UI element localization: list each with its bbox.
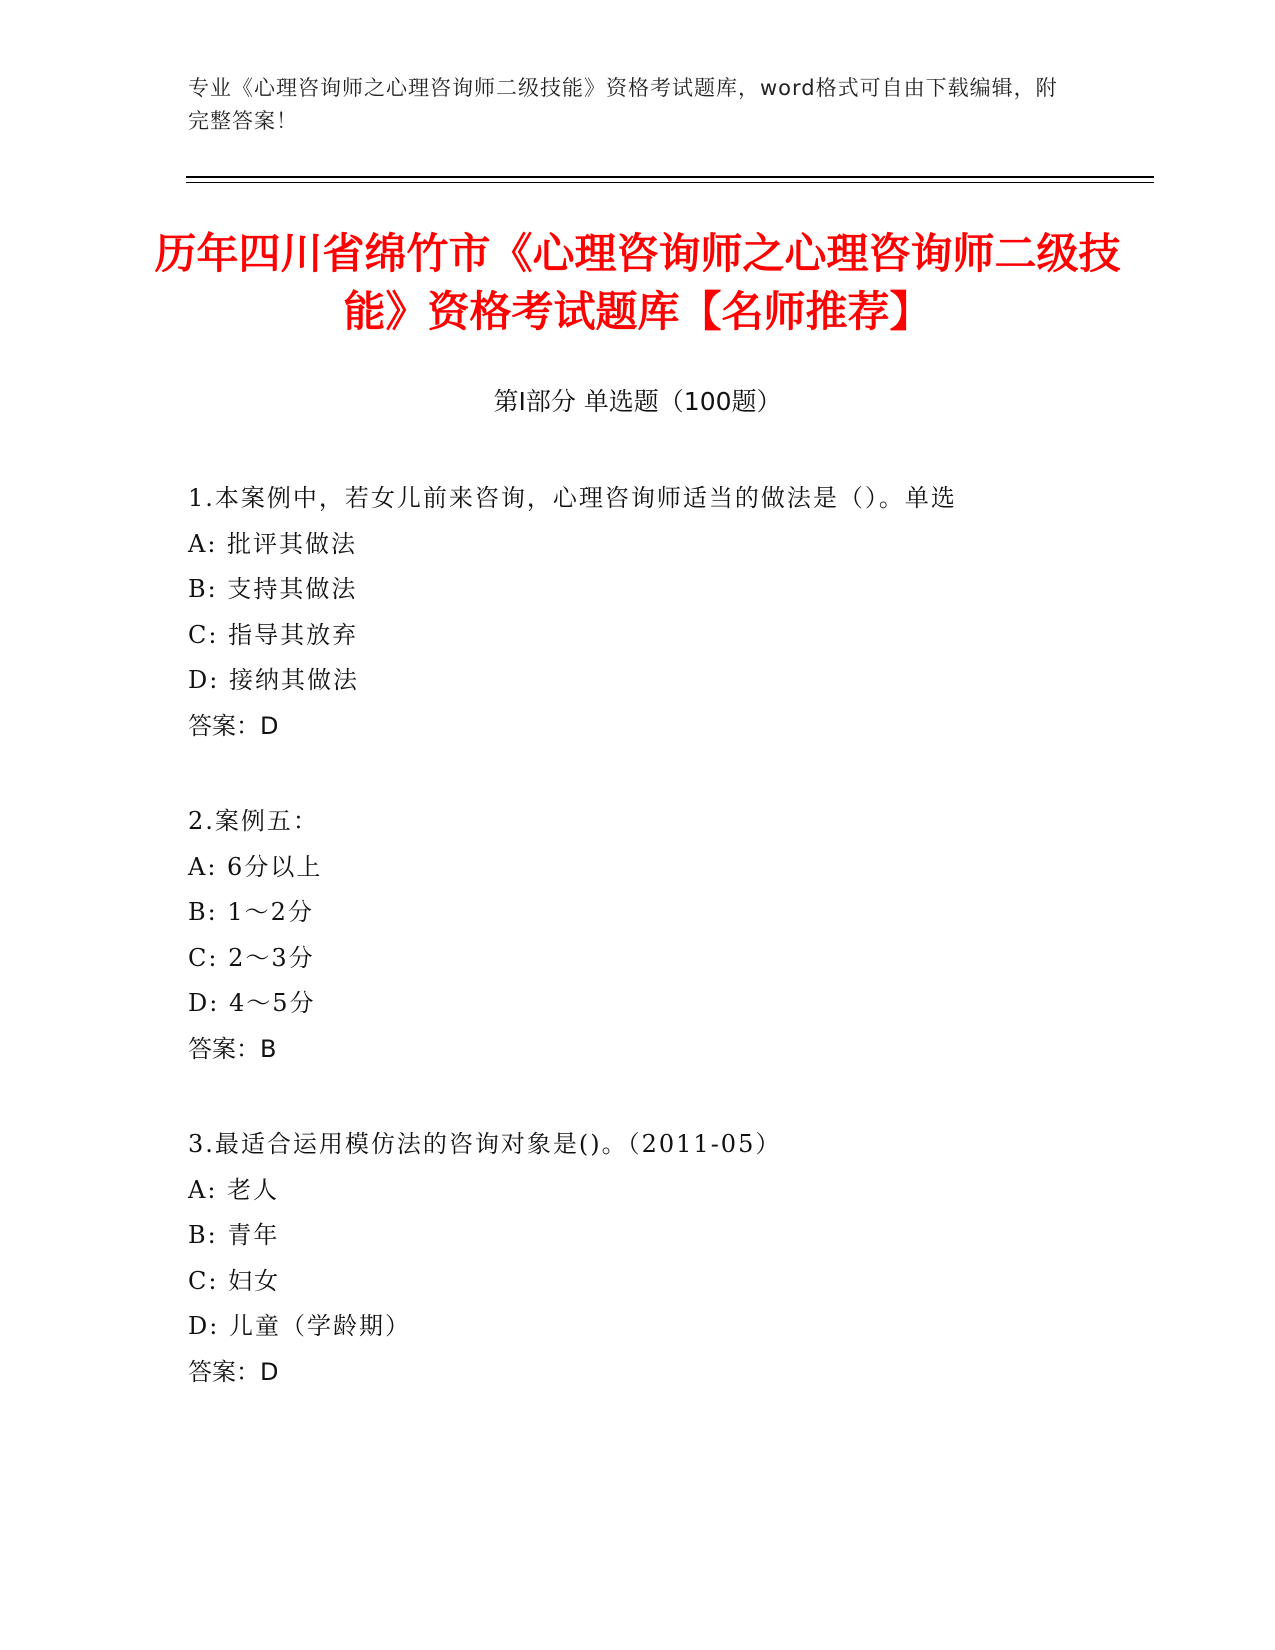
option-a: A: 批评其做法 xyxy=(188,529,358,558)
question-stem: 2.案例五： xyxy=(188,807,319,835)
document-title: 历年四川省绵竹市《心理咨询师之心理咨询师二级技能》资格考试题库【名师推荐】 xyxy=(154,229,1121,336)
question-stem: 1.本案例中，若女儿前来咨询，心理咨询师适当的做法是（）。单选 xyxy=(188,484,957,512)
option-d: D: 接纳其做法 xyxy=(188,666,359,694)
option-c: C: 指导其放弃 xyxy=(188,620,359,649)
option-b: B: 青年 xyxy=(188,1221,280,1249)
option-b: B: 1～2分 xyxy=(188,898,314,926)
answer-line: 答案：B xyxy=(188,1034,277,1063)
answer-line: 答案：D xyxy=(188,711,279,740)
header-note: 专业《心理咨询师之心理咨询师二级技能》资格考试题库，word格式可自由下载编辑，附完整答案！ xyxy=(188,76,1058,133)
question-3 xyxy=(188,1122,1088,1395)
option-d: D: 4～5分 xyxy=(188,989,316,1017)
header-divider-thick xyxy=(186,176,1154,178)
section-heading: 第I部分 单选题（100题） xyxy=(493,387,782,416)
question-stem: 3.最适合运用模仿法的咨询对象是()。（2011-05） xyxy=(188,1130,782,1158)
option-b: B: 支持其做法 xyxy=(188,575,358,603)
answer-line: 答案：D xyxy=(188,1357,279,1386)
option-a: A: 6分以上 xyxy=(188,852,323,881)
option-c: C: 2～3分 xyxy=(188,943,315,972)
header-divider-thin xyxy=(186,182,1154,183)
question-2 xyxy=(188,799,1088,1072)
question-list xyxy=(188,476,1088,1445)
question-1 xyxy=(188,476,1088,749)
option-d: D: 儿童（学龄期） xyxy=(188,1312,411,1340)
option-a: A: 老人 xyxy=(188,1175,280,1204)
option-c: C: 妇女 xyxy=(188,1266,281,1295)
